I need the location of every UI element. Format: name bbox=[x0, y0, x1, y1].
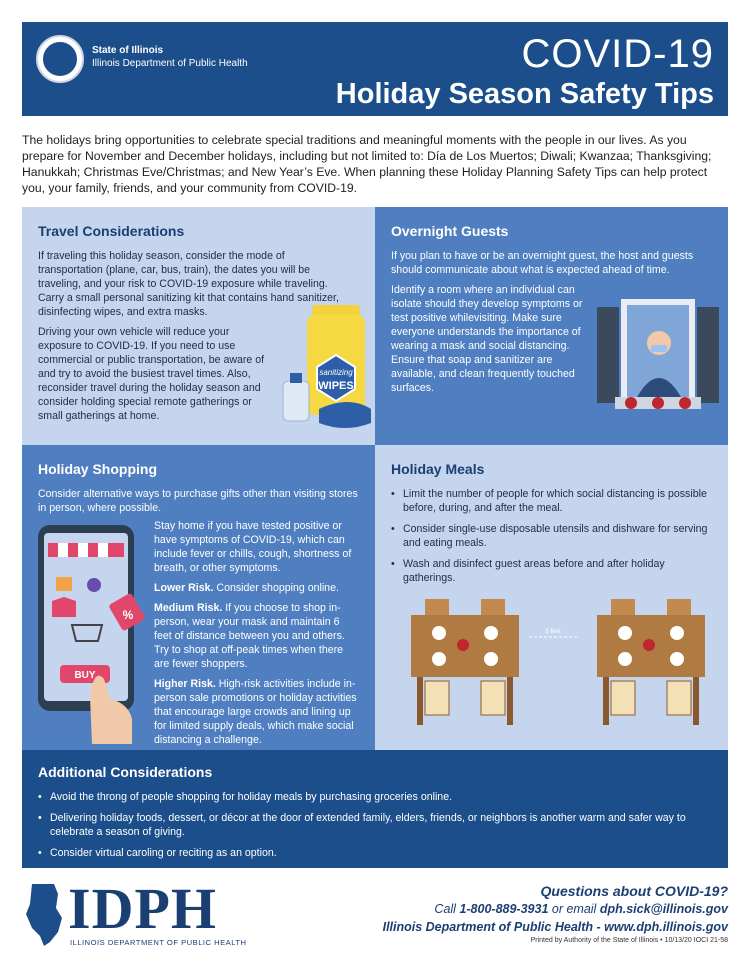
buy-label: BUY bbox=[74, 670, 96, 681]
idph-logo-text: IDPH bbox=[68, 876, 217, 941]
medium-risk-item bbox=[154, 601, 360, 671]
distance-label: 6 feet bbox=[545, 629, 561, 635]
higher-risk-text: High-risk activities include in-person sale promotions or holiday activities that encourage large crowds and lining up for limited supply deals, which make social distancing a challenge. bbox=[154, 678, 357, 746]
meals-bullet: • Limit the number of people for which social distancing is possible before, during, and after the meal. bbox=[391, 487, 711, 515]
shopping-heading: Holiday Shopping bbox=[38, 461, 157, 477]
state-seal-icon bbox=[36, 35, 84, 83]
agency-line-1: State of Illinois bbox=[92, 45, 164, 56]
higher-risk-label: Higher Risk. bbox=[154, 678, 216, 690]
additional-heading: Additional Considerations bbox=[38, 764, 213, 780]
medium-risk-text: If you choose to shop in-person, wear your mask and maintain 6 feet of distance between you and others. Try to shop at off-peak times when there are fewer shoppers. bbox=[154, 602, 345, 670]
meals-heading: Holiday Meals bbox=[391, 461, 485, 477]
intro-paragraph: The holidays bring opportunities to celebrate special traditions and meaningful moments with the people in our lives. As you prepare for November and December holidays, including but not limited to: Día de Los Muertos; Diwali; Kwanzaa; Thanksgiving; Hanukkah; Christmas Eve/Christmas; and New Year’s Eve. When planning these Holiday Planning Safety Tips can help protect you, your family, friends, and your community from COVID-19. bbox=[22, 133, 712, 195]
call-prefix: Call bbox=[434, 902, 460, 916]
idph-logo-subtitle: ILLINOIS DEPARTMENT OF PUBLIC HEALTH bbox=[70, 938, 247, 947]
agency-line-2: Illinois Department of Public Health bbox=[92, 58, 248, 69]
footer-call-line bbox=[383, 900, 728, 918]
overnight-panel bbox=[375, 207, 728, 445]
website-link[interactable]: www.dph.illinois.gov bbox=[604, 920, 728, 934]
travel-paragraph-1: If traveling this holiday season, consider the mode of transportation (plane, car, bus, train), the dates you will be traveling, and your risk to COVID-19 exposure while traveling. Carry a small personal sanitizing kit that contains hand sanitizer, disinfecting wipes, and extra masks. bbox=[38, 250, 339, 318]
additional-bullet: • Consider virtual caroling or reciting as an option. bbox=[38, 846, 712, 860]
agency-name bbox=[92, 44, 248, 70]
page-subtitle: Holiday Season Safety Tips bbox=[335, 78, 714, 110]
wipes-label-1: sanitizing bbox=[319, 368, 353, 377]
shopping-paragraph-1: Consider alternative ways to purchase gifts other than visiting stores in person, where possible. bbox=[38, 488, 358, 514]
travel-panel bbox=[22, 207, 375, 445]
shopping-panel bbox=[22, 445, 375, 750]
overnight-paragraph-2: Identify a room where an individual can isolate should they develop symptoms or test positive whilevisiting. Make sure everyone understands the importance of wearing a mask and social distancing. Ensure that soap and sanitizer are available, and clean frequently touched surfaces. bbox=[391, 284, 583, 394]
printed-by-line: Printed by Authority of the State of Illinois • 10/13/20 IOCI 21-58 bbox=[530, 937, 728, 944]
phone-shopping-illustration bbox=[32, 521, 157, 746]
meals-bullet: • Wash and disinfect guest areas before and after holiday gatherings. bbox=[391, 557, 711, 585]
additional-bullet: • Delivering holiday foods, dessert, or décor at the door of extended family, elders, friends, or neighbors is another warm and safer way to celebrate a season of giving. bbox=[38, 811, 712, 839]
email-link[interactable]: dph.sick@illinois.gov bbox=[599, 902, 728, 916]
header-banner bbox=[22, 22, 728, 116]
higher-risk-item bbox=[154, 677, 360, 747]
email-prefix: or email bbox=[548, 902, 600, 916]
shopping-paragraph-2: Stay home if you have tested positive or have symptoms of COVID-19, which can include fever or chills, cough, shortness of breath, or other symptoms. bbox=[154, 520, 352, 574]
sanitizing-wipes-illustration bbox=[257, 297, 372, 437]
dining-tables-illustration bbox=[401, 595, 711, 740]
page-title: COVID-19 bbox=[521, 32, 714, 76]
travel-paragraph-2: Driving your own vehicle will reduce your exposure to COVID-19. If you need to use commercial or public transportation, be aware of and try to avoid the busiest travel times. Also, reconsider travel during the holiday season and consider holding special remote gatherings or small gatherings at home. bbox=[38, 326, 265, 422]
footer-question: Questions about COVID-19? bbox=[540, 883, 728, 899]
overnight-paragraph-1: If you plan to have or be an overnight guest, the host and guests should communicate about what is expected ahead of time. bbox=[391, 250, 694, 276]
travel-heading: Travel Considerations bbox=[38, 223, 185, 239]
footer-contact bbox=[383, 882, 728, 936]
additional-considerations-panel bbox=[22, 750, 728, 868]
footer-dept-line bbox=[383, 918, 728, 936]
lower-risk-item bbox=[154, 581, 360, 595]
illinois-map-icon bbox=[22, 882, 68, 948]
tag-label: % bbox=[122, 608, 134, 622]
additional-bullet: • Avoid the throng of people shopping for holiday meals by purchasing groceries online. bbox=[38, 790, 712, 804]
dept-prefix: Illinois Department of Public Health - bbox=[382, 920, 605, 934]
overnight-heading: Overnight Guests bbox=[391, 223, 509, 239]
meals-panel bbox=[375, 445, 728, 750]
additional-bullet-list bbox=[38, 790, 712, 860]
idph-logo bbox=[22, 876, 247, 952]
wipes-label-2: WIPES bbox=[318, 380, 354, 392]
lower-risk-text: Consider shopping online. bbox=[213, 582, 339, 594]
meals-bullet: • Consider single-use disposable utensils and dishware for serving and eating meals. bbox=[391, 522, 711, 550]
lower-risk-label: Lower Risk. bbox=[154, 582, 214, 594]
window-guest-illustration bbox=[597, 297, 719, 421]
meals-bullet-list bbox=[391, 487, 711, 585]
medium-risk-label: Medium Risk. bbox=[154, 602, 223, 614]
phone-link[interactable]: 1-800-889-3931 bbox=[459, 902, 549, 916]
